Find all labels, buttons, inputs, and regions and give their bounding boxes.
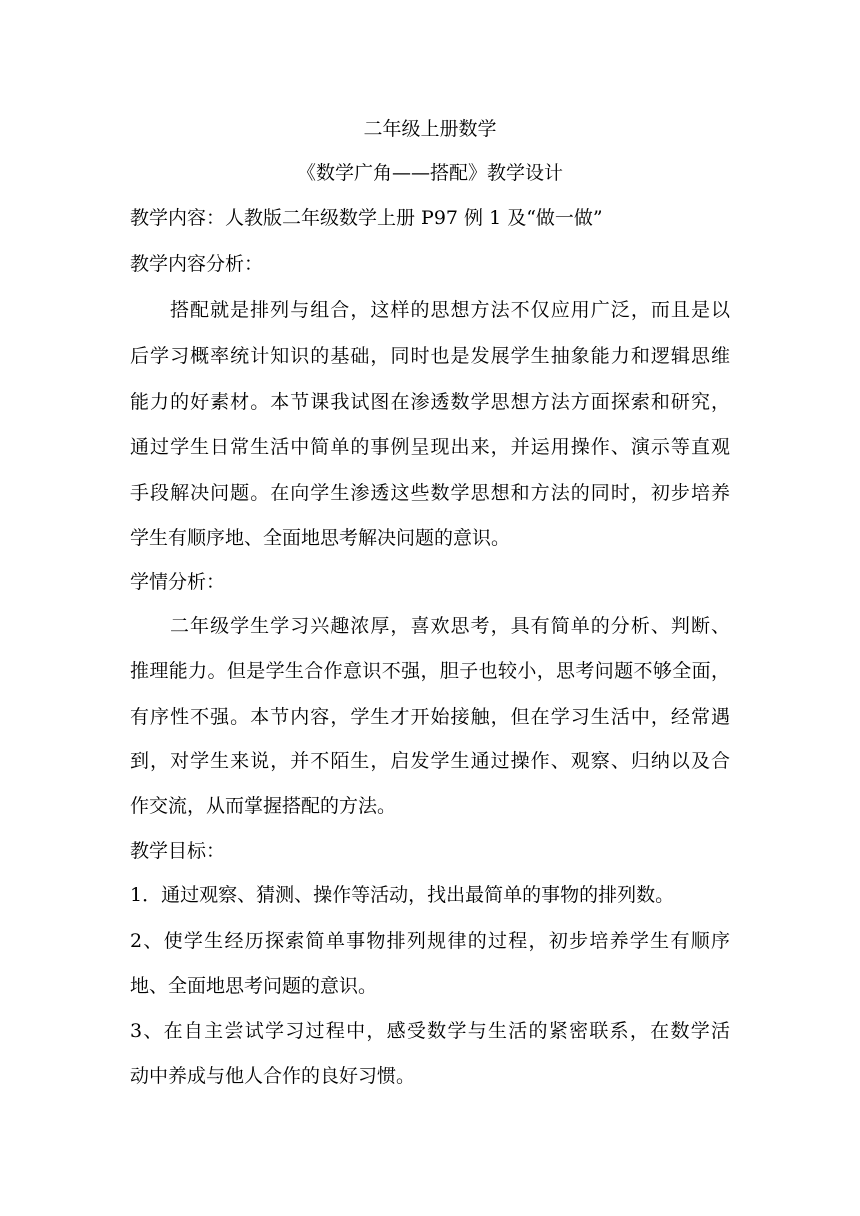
goals-heading: 教学目标： xyxy=(130,840,226,862)
content-line: 教学内容：人教版二年级数学上册 P97 例 1 及“做一做” xyxy=(130,207,603,229)
analysis-line: 能力的好素材。本节课我试图在渗透数学思想方法方面探索和研究， xyxy=(130,391,730,413)
students-line: 推理能力。但是学生合作意识不强，胆子也较小，思考问题不够全面， xyxy=(130,660,730,682)
analysis-line: 学生有顺序地、全面地思考解决问题的意识。 xyxy=(130,527,511,549)
analysis-line: 后学习概率统计知识的基础，同时也是发展学生抽象能力和逻辑思维 xyxy=(130,345,730,367)
goal-line: 2、使学生经历探索简单事物排列规律的过程，初步培养学生有顺序 xyxy=(130,930,730,952)
analysis-line: 手段解决问题。在向学生渗透这些数学思想和方法的同时，初步培养 xyxy=(130,482,730,504)
analysis-heading: 教学内容分析： xyxy=(130,253,264,275)
analysis-line: 通过学生日常生活中简单的事例呈现出来，并运用操作、演示等直观 xyxy=(130,436,730,458)
students-line: 到，对学生来说，并不陌生，启发学生通过操作、观察、归纳以及合 xyxy=(130,750,730,772)
document-title: 二年级上册数学 xyxy=(363,118,497,140)
goal-line: 3、在自主尝试学习过程中，感受数学与生活的紧密联系，在数学活 xyxy=(130,1020,730,1042)
students-line: 有序性不强。本节内容，学生才开始接触，但在学习生活中，经常遇 xyxy=(130,706,730,728)
students-line: 二年级学生学习兴趣浓厚，喜欢思考，具有简单的分析、判断、 xyxy=(170,615,730,637)
students-line: 作交流，从而掌握搭配的方法。 xyxy=(130,795,397,817)
goal-line: 1．通过观察、猜测、操作等活动，找出最简单的事物的排列数。 xyxy=(130,884,675,906)
analysis-line: 搭配就是排列与组合，这样的思想方法不仅应用广泛，而且是以 xyxy=(170,299,730,321)
goal-line: 地、全面地思考问题的意识。 xyxy=(130,975,378,997)
students-heading: 学情分析： xyxy=(130,571,226,593)
document-subtitle: 《数学广角——搭配》教学设计 xyxy=(296,162,563,184)
goal-line: 动中养成与他人合作的良好习惯。 xyxy=(130,1065,416,1087)
